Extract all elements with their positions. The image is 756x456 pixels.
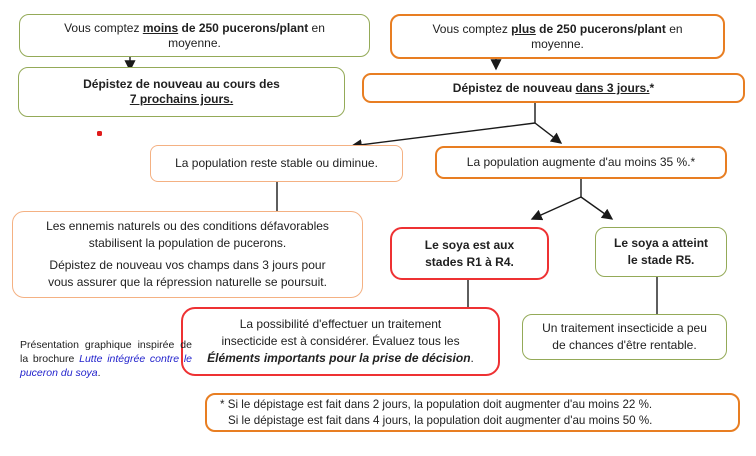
box-treatment-consider-text: La possibilité d'effectuer un traitement insecticide est à considérer. Évaluez tous les Éléments importants pour la prise de décision. <box>207 317 474 365</box>
box-count-less-250 <box>19 14 370 57</box>
arrow-to-soya-r5 <box>581 197 612 219</box>
box-population-increase-text: La population augmente d'au moins 35 %.* <box>466 155 696 170</box>
box-rescout-7-days-text: Dépistez de nouveau au cours des 7 prochains jours. <box>83 77 280 106</box>
arrow-to-soya-r1r4 <box>532 197 581 219</box>
box-soya-r5 <box>595 227 727 277</box>
box-soya-r5-text: Le soya a atteint le stade R5. <box>613 236 709 267</box>
footnote-line-2: Si le dépistage est fait dans 4 jours, la population doit augmenter d'au moins 50 %. <box>228 413 653 427</box>
footnote-line-1: * Si le dépistage est fait dans 2 jours, la population doit augmenter d'au moins 22 %. <box>220 397 653 411</box>
box-rescout-7-days <box>18 67 345 117</box>
box-rescout-3-days <box>362 73 745 103</box>
arrow-to-population-increase <box>535 123 561 143</box>
natural-enemies-paragraph-1: Les ennemis naturels ou des conditions défavorables stabilisent la population de pucerons. <box>46 219 329 251</box>
box-count-more-250-text: Vous comptez plus de 250 pucerons/plant en moyenne. <box>432 21 683 51</box>
box-soya-r1-r4-text: Le soya est aux stades R1 à R4. <box>424 237 515 269</box>
box-footnote <box>205 393 740 432</box>
natural-enemies-paragraph-2: Dépistez de nouveau vos champs dans 3 jours pour vous assurer que la répression naturelle se poursuit. <box>48 257 327 289</box>
box-rescout-3-days-text: Dépistez de nouveau dans 3 jours.* <box>452 80 655 95</box>
box-treatment-unprofitable <box>522 314 727 360</box>
box-treatment-consider <box>181 307 500 376</box>
box-population-increase <box>435 146 727 179</box>
stray-red-dot <box>97 131 102 136</box>
arrow-to-population-stable <box>352 123 535 146</box>
attribution-note: Présentation graphique inspirée de la brochure Lutte intégrée contre le puceron du soya. <box>20 339 192 380</box>
box-population-stable <box>150 145 403 182</box>
box-soya-r1-r4 <box>390 227 549 280</box>
box-count-more-250 <box>390 14 725 59</box>
box-treatment-unprofitable-text: Un traitement insecticide a peu de chances d'être rentable. <box>542 321 707 352</box>
box-count-less-250-text: Vous comptez moins de 250 pucerons/plant en moyenne. <box>64 20 325 50</box>
box-population-stable-text: La population reste stable ou diminue. <box>175 156 378 171</box>
box-natural-enemies <box>12 211 363 298</box>
